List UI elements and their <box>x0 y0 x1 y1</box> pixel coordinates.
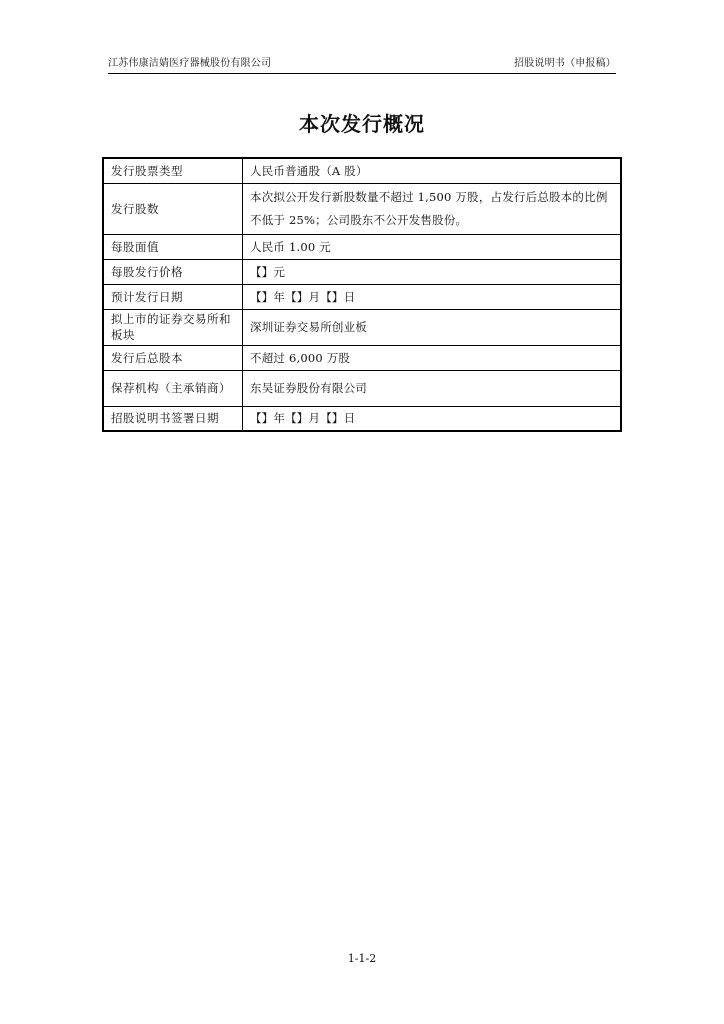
row-label: 招股说明书签署日期 <box>103 406 243 431</box>
table-row <box>103 370 621 406</box>
row-value: 本次拟公开发行新股数量不超过 1,500 万股，占发行后总股本的比例不低于 25%；公司股东不公开发售股份。 <box>243 183 622 234</box>
table-row <box>103 183 621 234</box>
row-value: 【】年【】月【】日 <box>243 284 622 309</box>
page-number: 1-1-2 <box>347 952 377 965</box>
row-value: 人民币 1.00 元 <box>243 234 622 259</box>
row-value: 深圳证券交易所创业板 <box>243 309 622 345</box>
row-label: 发行后总股本 <box>103 345 243 370</box>
row-value: 【】年【】月【】日 <box>243 406 622 431</box>
header-document-type: 招股说明书（申报稿） <box>514 58 616 69</box>
row-label: 每股发行价格 <box>103 259 243 284</box>
row-value: 不超过 6,000 万股 <box>243 345 622 370</box>
table-row <box>103 158 621 183</box>
row-value: 东吴证券股份有限公司 <box>243 370 622 406</box>
row-label: 每股面值 <box>103 234 243 259</box>
row-label: 拟上市的证券交易所和板块 <box>103 309 243 345</box>
page-header <box>108 56 616 74</box>
table-row <box>103 345 621 370</box>
row-label: 发行股数 <box>103 183 243 234</box>
table-row <box>103 284 621 309</box>
row-label: 发行股票类型 <box>103 158 243 183</box>
page-title: 本次发行概况 <box>299 112 425 136</box>
offering-overview-table <box>102 157 622 432</box>
row-label: 预计发行日期 <box>103 284 243 309</box>
row-value: 人民币普通股（A 股） <box>243 158 622 183</box>
table-row <box>103 406 621 431</box>
table-row <box>103 259 621 284</box>
row-label: 保荐机构（主承销商） <box>103 370 243 406</box>
table-row <box>103 234 621 259</box>
table-row <box>103 309 621 345</box>
header-company-name: 江苏伟康洁婧医疗器械股份有限公司 <box>108 58 272 69</box>
row-value: 【】元 <box>243 259 622 284</box>
